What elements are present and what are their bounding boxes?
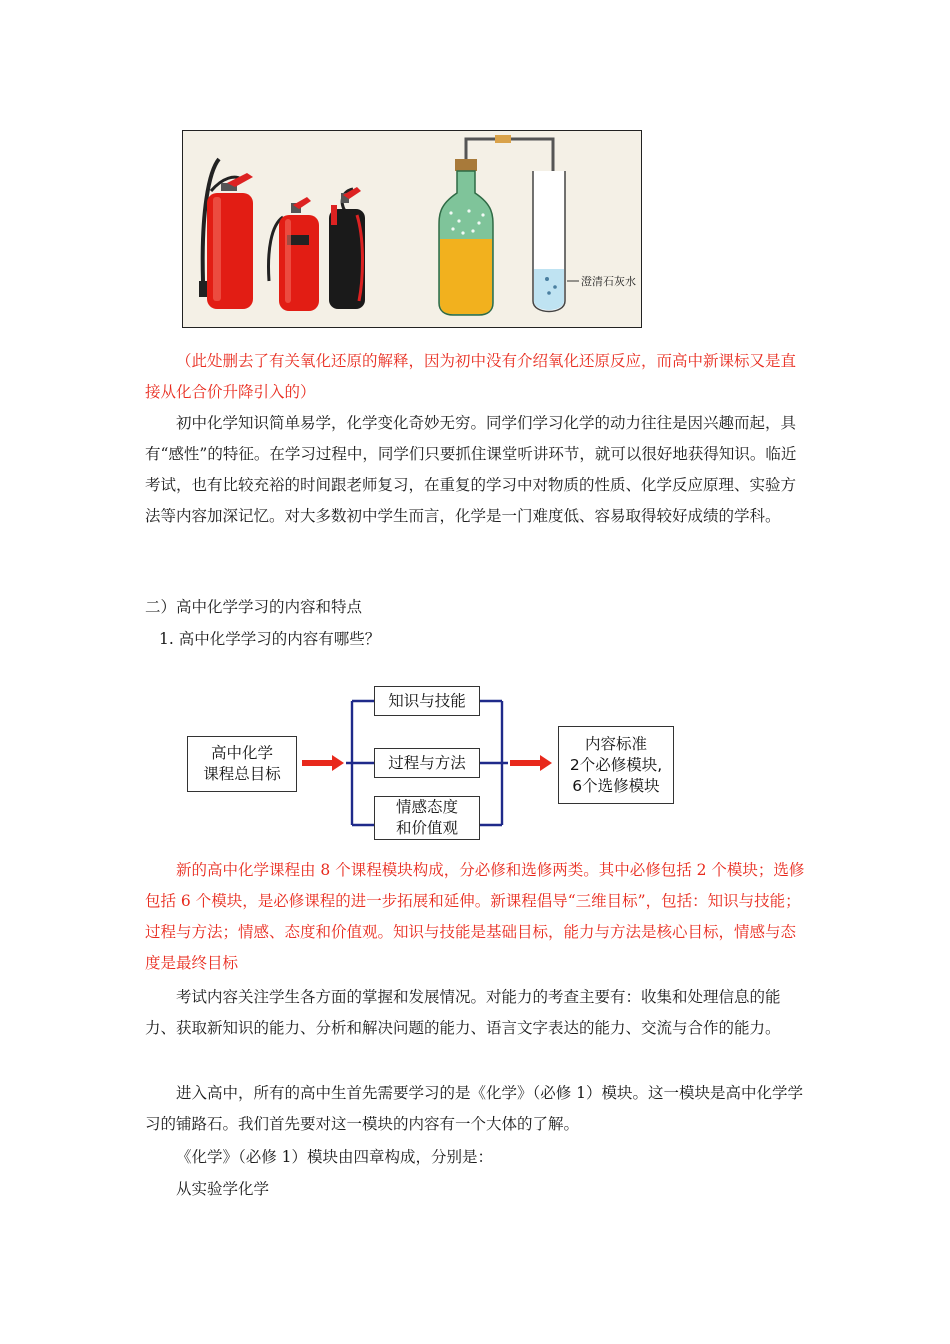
total-goal-box: 高中化学 课程总目标 bbox=[187, 736, 297, 792]
sub-heading: 1. 高中化学学习的内容有哪些？ bbox=[159, 630, 381, 648]
junior-chemistry-paragraph: 初中化学知识简单易学，化学变化奇妙无穷。同学们学习化学的动力往往是因兴趣而起，具有“感性”的特征。在学习过程中，同学们只要抓住课堂听讲环节，就可以很好地获得知识。临近考试，也有比较充裕的时间跟老师复习，在重复的学习中对物质的性质、化学反应原理、实验方法等内容加深记忆。对大多数初中学生而言，化学是一门难度低、容易取得较好成绩的学科。 bbox=[145, 414, 797, 525]
extinguisher-apparatus-illustration bbox=[183, 131, 642, 328]
deletion-note: （此处删去了有关氧化还原的解释，因为初中没有介绍氧化还原反应，而高中新课标又是直接从化合价升降引入的） bbox=[145, 352, 797, 401]
arrow-right-icon bbox=[510, 755, 552, 771]
compulsory-module-paragraph: 进入高中，所有的高中生首先需要学习的是《化学》（必修 1）模块。这一模块是高中化学学习的铺路石。我们首先要对这一模块的内容有一个大体的了解。 bbox=[145, 1084, 804, 1133]
knowledge-skill-box: 知识与技能 bbox=[374, 686, 480, 716]
attitude-values-box: 情感态度 和价值观 bbox=[374, 796, 480, 840]
chapters-intro: 《化学》（必修 1）模块由四章构成，分别是： bbox=[176, 1148, 494, 1166]
curriculum-goals-diagram bbox=[180, 680, 680, 840]
arrow-right-icon bbox=[302, 755, 344, 771]
exam-content-paragraph: 考试内容关注学生各方面的掌握和发展情况。对能力的考查主要有：收集和处理信息的能力、获取新知识的能力、分析和解决问题的能力、语言文字表达的能力、交流与合作的能力。 bbox=[145, 988, 781, 1037]
illustration-figure bbox=[182, 130, 642, 328]
content-standard-box: 内容标准 2个必修模块, 6个选修模块 bbox=[558, 726, 674, 804]
test-tube-label: 澄清石灰水 bbox=[581, 275, 636, 288]
section-heading: 二）高中化学学习的内容和特点 bbox=[145, 598, 363, 616]
chapter-1: 从实验学化学 bbox=[176, 1180, 270, 1198]
process-method-box: 过程与方法 bbox=[374, 748, 480, 778]
curriculum-structure-paragraph: 新的高中化学课程由 8 个课程模块构成，分必修和选修两类。其中必修包括 2 个模块；选修包括 6 个模块，是必修课程的进一步拓展和延伸。新课程倡导“三维目标”，包括：知识与技能；过程与方法；情感、态度和价值观。知识与技能是基础目标，能力与方法是核心目标，情感与态度是最终目标 bbox=[145, 861, 805, 972]
